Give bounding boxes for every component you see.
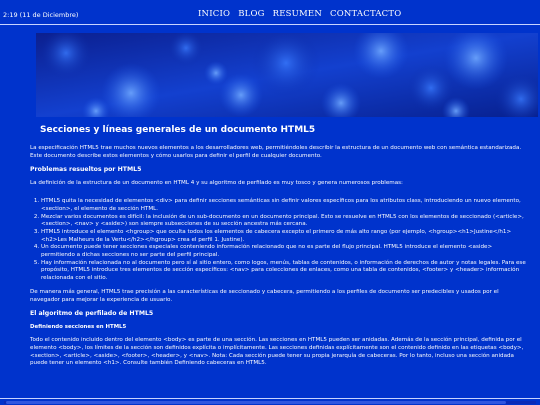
banner-image xyxy=(36,33,538,117)
intro-paragraph: La especificación HTML5 trae muchos nuevos elementos a los desarrolladores web, permitiéndoles describir la estructura de un documento web con semántica estandarizada. Este documento describe estos elementos y cómo usarlos para definir el perfil de cualquier documento. xyxy=(30,145,522,159)
nav-link-inicio[interactable]: INICIO xyxy=(198,9,231,19)
article-title: Secciones y líneas generales de un documento HTML5 xyxy=(40,125,316,135)
header-divider xyxy=(0,24,540,25)
heading-algorithm: El algoritmo de perfilado de HTML5 xyxy=(30,310,154,318)
problems-intro: La definición de la estructura de un documento en HTML 4 y su algoritmo de perfilado es muy tosco y genera numerosos problemas: xyxy=(30,180,403,187)
heading-defining-sections: Definiendo secciones en HTML5 xyxy=(30,324,127,331)
list-item: 2. Mezclar varios documentos es difícil: la inclusión de un sub-documento en un documento principal. Esto se resuelve en HTML5 con los elementos de seccionado (<article>, <section>, <nav> y <aside>) son siempre subsecciones de su sección ancestra más cercana. xyxy=(41,214,527,229)
nav-link-blog[interactable]: BLOG xyxy=(238,9,265,19)
list-item: 1. HTML5 quita la necesidad de elementos <div> para definir secciones semánticas sin definir valores específicos para los atributos class, introduciendo un nuevo elemento, <section>, el elemento de sección HTML. xyxy=(41,198,527,213)
heading-problems: Problemas resueltos por HTML5 xyxy=(30,166,142,174)
article-content xyxy=(30,125,527,374)
scrollbar-thumb[interactable] xyxy=(6,401,506,404)
list-item: 4. Un documento puede tener secciones especiales conteniendo información relacionado que no es parte del flujo principal. HTML5 introduce el elemento <aside> permitiendo a dichas secciones no ser parte del perfil principal. xyxy=(41,244,527,259)
nav-link-contacto[interactable]: CONTACTACTO xyxy=(329,9,402,19)
footer-divider xyxy=(0,398,540,399)
main-nav xyxy=(198,9,401,19)
nav-link-resumen[interactable]: RESUMEN xyxy=(272,9,322,19)
bokeh-background-image xyxy=(36,33,538,117)
datetime-label: 2:19 (11 de Diciembre) xyxy=(3,11,79,19)
summary-paragraph: De manera más general, HTML5 trae precisión a las características de seccionado y cabecera, permitiendo a los perfiles de documento ser predecibles y usados por el navegador para mejorar la experiencia de usuario. xyxy=(30,288,499,303)
top-bar xyxy=(0,0,540,24)
list-item: 3. HTML5 introduce el elemento <hgroup> que oculta todos los elementos de cabecera excepto el primero de más alto rango (por ejemplo, <hgroup><h1>Justine</h1><h2>Les Malheurs de la Vertu</h2></hgroup> crea el perfil 1. Justine). xyxy=(41,229,527,244)
problems-list xyxy=(30,198,527,283)
horizontal-scrollbar[interactable] xyxy=(0,400,540,405)
list-item: 5. Hay información relacionada no al documento pero sí al sitio entero, como logos, menús, tablas de contenidos, o información de derechos de autor y notas legales. Para ese propósito, HTML5 introduce tres elementos de sección específicos: <nav> para colecciones de enlaces, como una tabla de contenidos, <footer> y <header> información relacionada con el sitio. xyxy=(41,260,527,283)
defining-paragraph: Todo el contenido incluido dentro del elemento <body> es parte de una sección. Las secciones en HTML5 pueden ser anidadas. Además de la sección principal, definida por el elemento <body>, los límites de la sección son definidos explícita o implícitamente. Las secciones definidas explícitamente son el contenido definido en las etiquetas <body>, <section>, <article>, <aside>, <footer>, <header>, y <nav>. Nota: Cada sección puede tener su propia jerarquía de cabeceras. Por lo tanto, incluso una sección anidada puede tener un elemento <h1>. Consulte también Definiendo cabeceras en HTML5. xyxy=(30,337,524,367)
